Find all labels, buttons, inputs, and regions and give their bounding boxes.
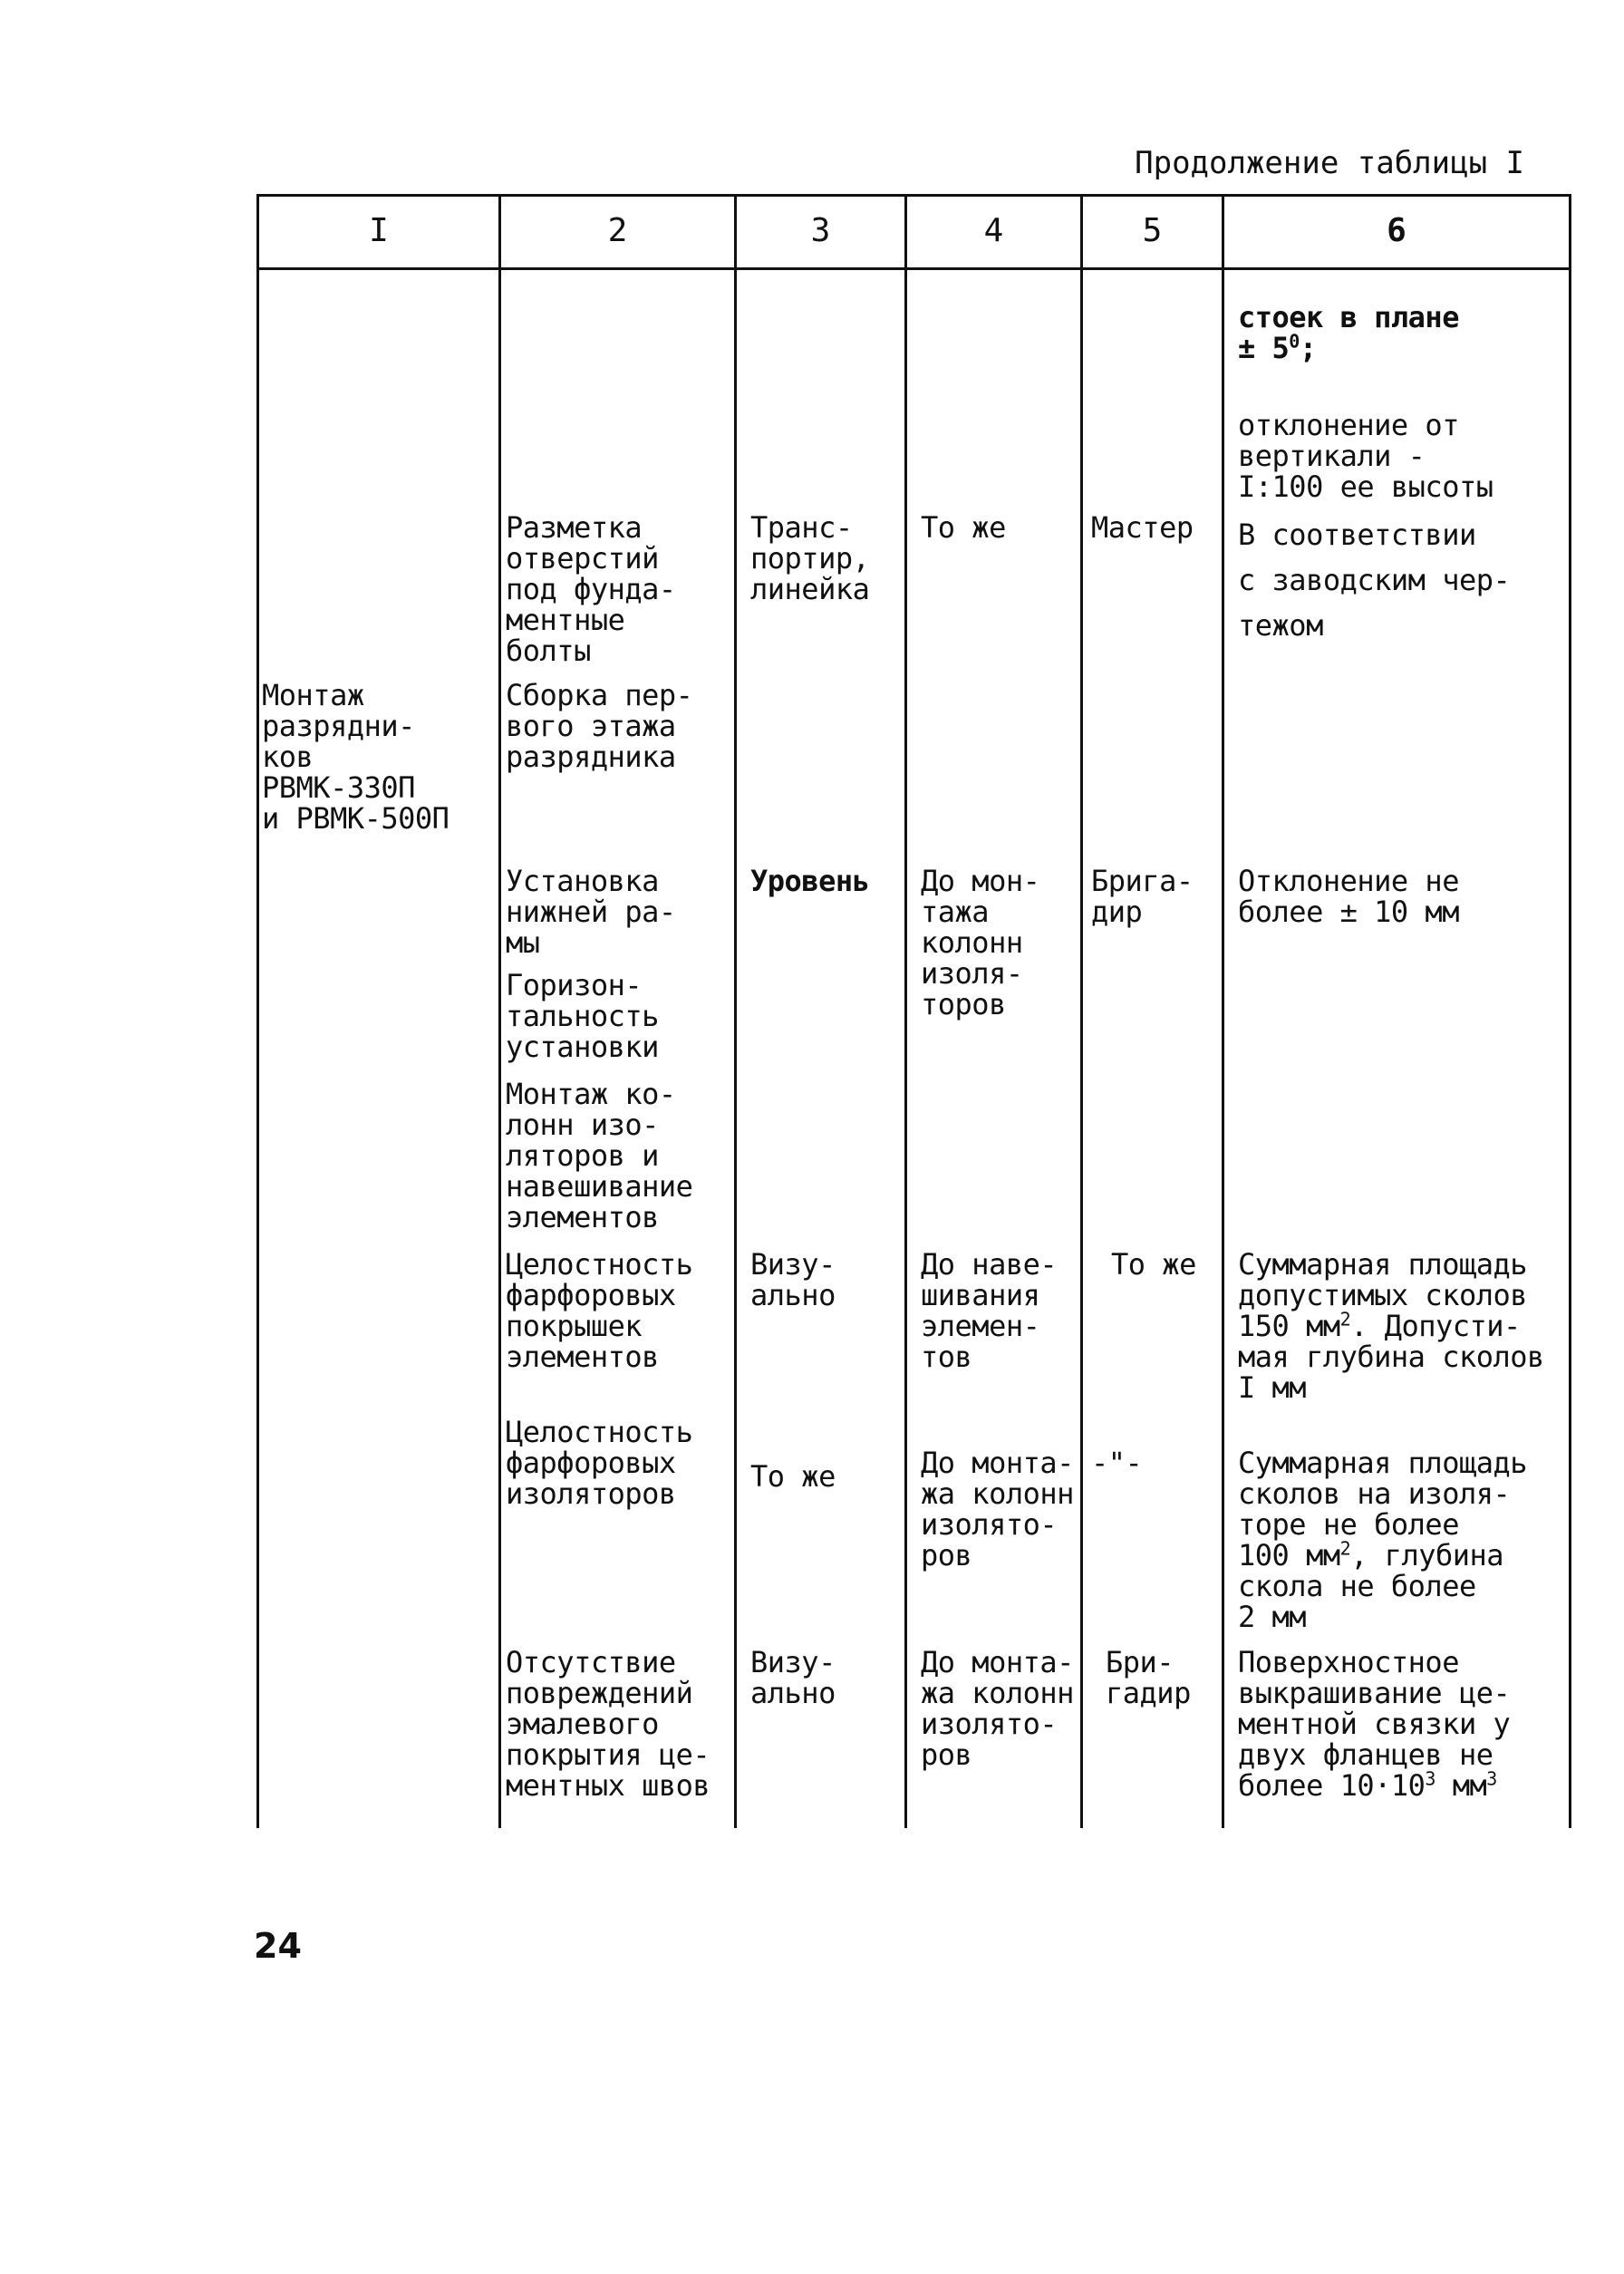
row-2-operation: Разметка отверстий под фунда- ментные болты (506, 510, 676, 668)
table-col-line-1 (498, 194, 501, 1828)
row-7-responsible: То же (1111, 1247, 1196, 1282)
row-7-tool: Визу- ально (750, 1247, 836, 1312)
table-caption: Продолжение таблицы I (1135, 145, 1524, 181)
row-4-tool: Уровень (750, 864, 870, 898)
row-4-requirement: Отклонение не более ± 10 мм (1238, 864, 1459, 929)
row-9-stage: До монта- жа колонн изолято- ров (921, 1645, 1074, 1772)
page-number: 24 (254, 1926, 302, 1966)
row-2-tool: Транс- портир, линейка (750, 510, 870, 606)
header-col-1: I (369, 211, 389, 249)
header-col-5: 5 (1142, 211, 1163, 249)
table-col-line-2 (734, 194, 737, 1828)
table-col-line-4 (1080, 194, 1083, 1828)
row-8-tool: То же (750, 1459, 836, 1494)
header-col-3: 3 (810, 211, 831, 249)
row-5-operation: Горизон- тальность установки (506, 968, 659, 1064)
row-2-requirement: В соответствии с заводским чер- тежом (1238, 518, 1511, 643)
row-8-responsible: -"- (1091, 1446, 1143, 1480)
row-6-operation: Монтаж ко- лонн изо- ляторов и навешивание элементов (506, 1077, 693, 1234)
table-col-line-3 (904, 194, 907, 1828)
row-7-stage: До наве- шивания элемен- тов (921, 1247, 1058, 1374)
row-1-requirement: отклонение от вертикали - I:100 ее высоты (1238, 408, 1494, 504)
row-4-responsible: Брига- дир (1091, 864, 1194, 929)
operation-group: Монтаж разрядни- ков РВМК-330П и РВМК-500П (262, 678, 450, 836)
row-7-operation: Целостность фарфоровых покрышек элементов (506, 1247, 693, 1374)
row-8-operation: Целостность фарфоровых изоляторов (506, 1415, 693, 1511)
table-col-line-5 (1222, 194, 1224, 1828)
row-8-stage: До монта- жа колонн изолято- ров (921, 1446, 1074, 1572)
table-col-line-0 (256, 194, 259, 1828)
header-col-2: 2 (607, 211, 628, 249)
row-3-operation: Сборка пер- вого этажа разрядника (506, 678, 693, 774)
row-9-tool: Визу- ально (750, 1645, 836, 1710)
row-4-stage: До мон- тажа колонн изоля- торов (921, 864, 1040, 1021)
row-9-responsible: Бри- гадир (1106, 1645, 1191, 1710)
row-9-operation: Отсутствие повреждений эмалевого покрытия це- ментных швов (506, 1645, 710, 1803)
table-col-line-6 (1569, 194, 1571, 1828)
header-col-6: 6 (1387, 211, 1406, 249)
row-2-stage: То же (921, 510, 1006, 545)
row-9-requirement: Поверхностное выкрашивание це- ментной связки у двух фланцев не более $10\cdot 10^3$ $мм^3$ (1238, 1645, 1511, 1803)
header-col-4: 4 (983, 211, 1004, 249)
row-4-operation: Установка нижней ра- мы (506, 864, 676, 960)
row-2-responsible: Мастер (1091, 510, 1194, 545)
row-0-requirement: стоек в плане ± $5^0$; (1238, 300, 1459, 365)
row-8-requirement: Суммарная площадь сколов на изоля- торе не более 100 $мм^2$, глубина скола не более 2 мм (1238, 1446, 1528, 1634)
row-7-requirement: Суммарная площадь допустимых сколов 150 $мм^2$. Допусти- мая глубина сколов I мм (1238, 1247, 1544, 1405)
